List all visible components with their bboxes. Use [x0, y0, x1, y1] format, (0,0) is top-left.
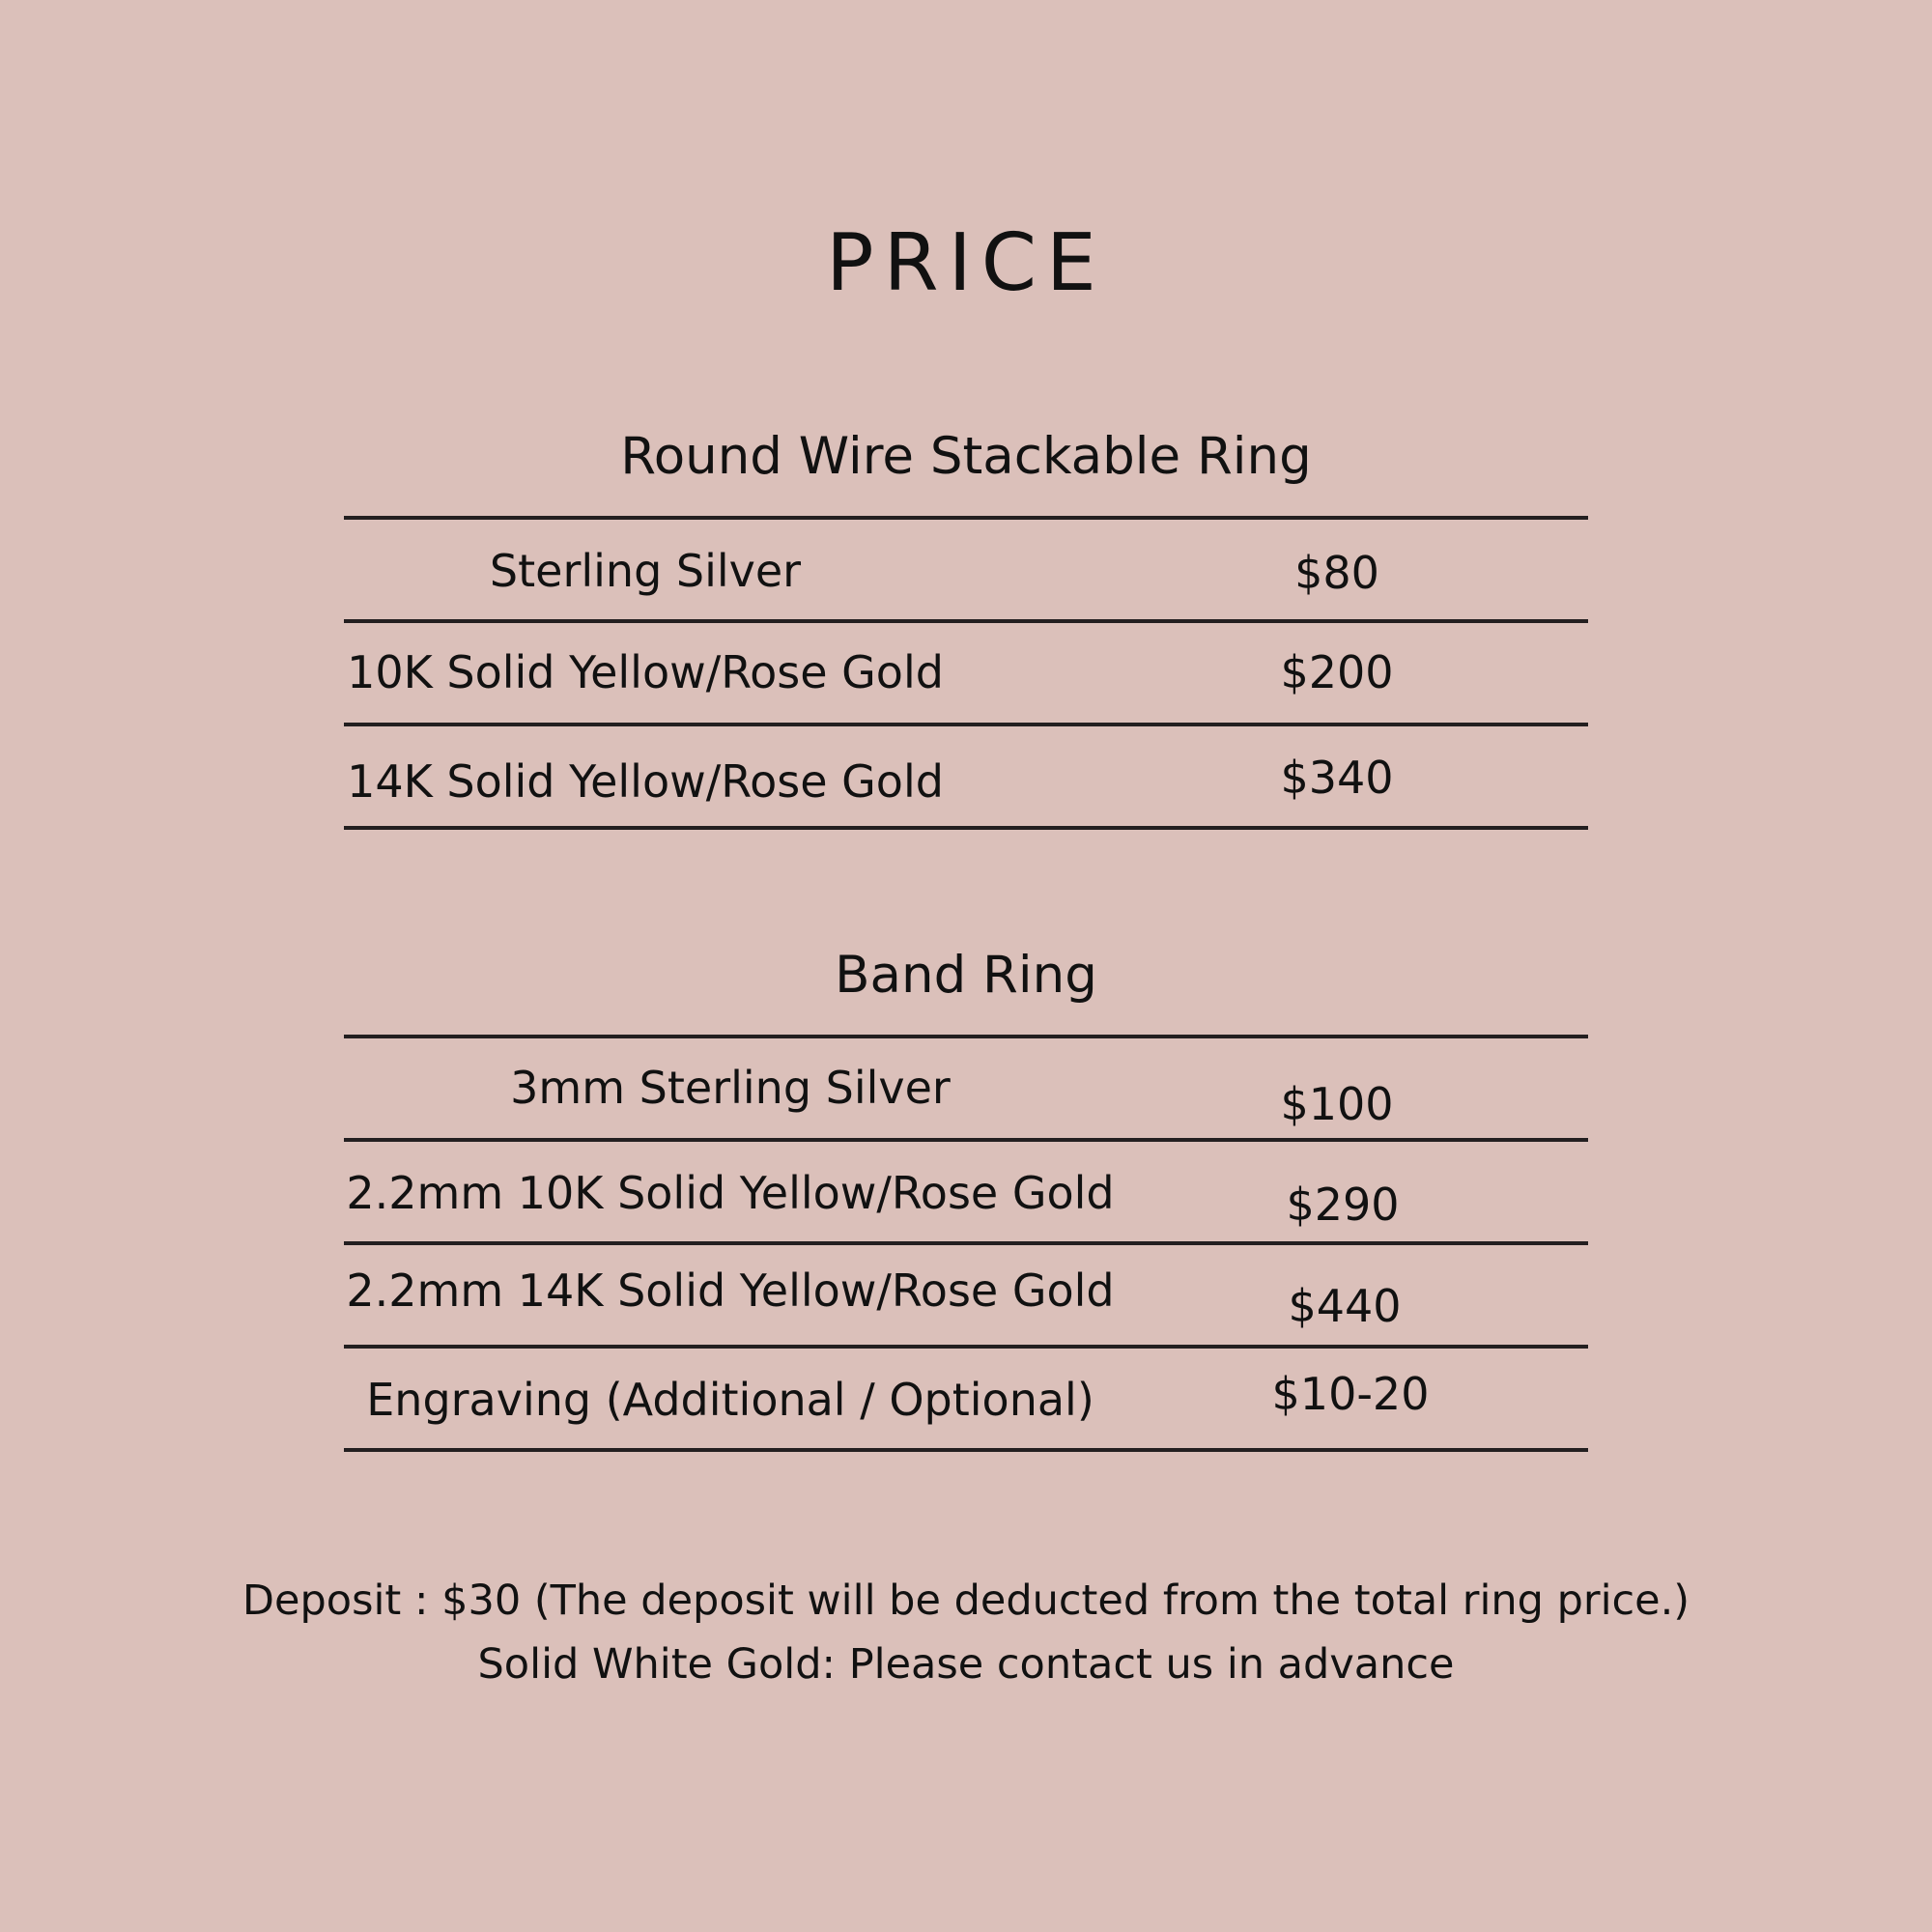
table-row: [344, 726, 1588, 830]
white-gold-note: Solid White Gold: Please contact us in advance: [477, 1640, 1455, 1689]
table-row: [344, 1349, 1588, 1452]
row-price: $80: [1294, 547, 1379, 599]
row-price: $200: [1280, 646, 1394, 698]
row-label: 14K Solid Yellow/Rose Gold: [347, 755, 944, 808]
row-label: 2.2mm 10K Solid Yellow/Rose Gold: [346, 1167, 1115, 1219]
row-label: 2.2mm 14K Solid Yellow/Rose Gold: [346, 1264, 1115, 1317]
row-price: $10-20: [1271, 1368, 1430, 1420]
table-row: [344, 520, 1588, 623]
row-label: 3mm Sterling Silver: [510, 1062, 951, 1114]
section-title-round-wire-stackable-ring: Round Wire Stackable Ring: [620, 427, 1312, 486]
table-row: [344, 1142, 1588, 1245]
row-price: $340: [1280, 752, 1394, 804]
price-table-round-wire: [344, 516, 1588, 830]
table-row: [344, 1038, 1588, 1142]
page-title: PRICE: [826, 217, 1106, 309]
deposit-note: Deposit : $30 (The deposit will be deducted from the total ring price.): [242, 1577, 1690, 1625]
row-price: $290: [1286, 1179, 1400, 1231]
row-label: 10K Solid Yellow/Rose Gold: [347, 646, 944, 698]
section-title-band-ring: Band Ring: [835, 946, 1097, 1005]
table-row: [344, 623, 1588, 726]
table-row: [344, 1245, 1588, 1349]
price-table-band-ring: [344, 1035, 1588, 1452]
row-label: Sterling Silver: [489, 545, 802, 597]
row-price: $440: [1288, 1280, 1402, 1332]
row-price: $100: [1280, 1078, 1394, 1130]
row-label: Engraving (Additional / Optional): [366, 1374, 1094, 1426]
